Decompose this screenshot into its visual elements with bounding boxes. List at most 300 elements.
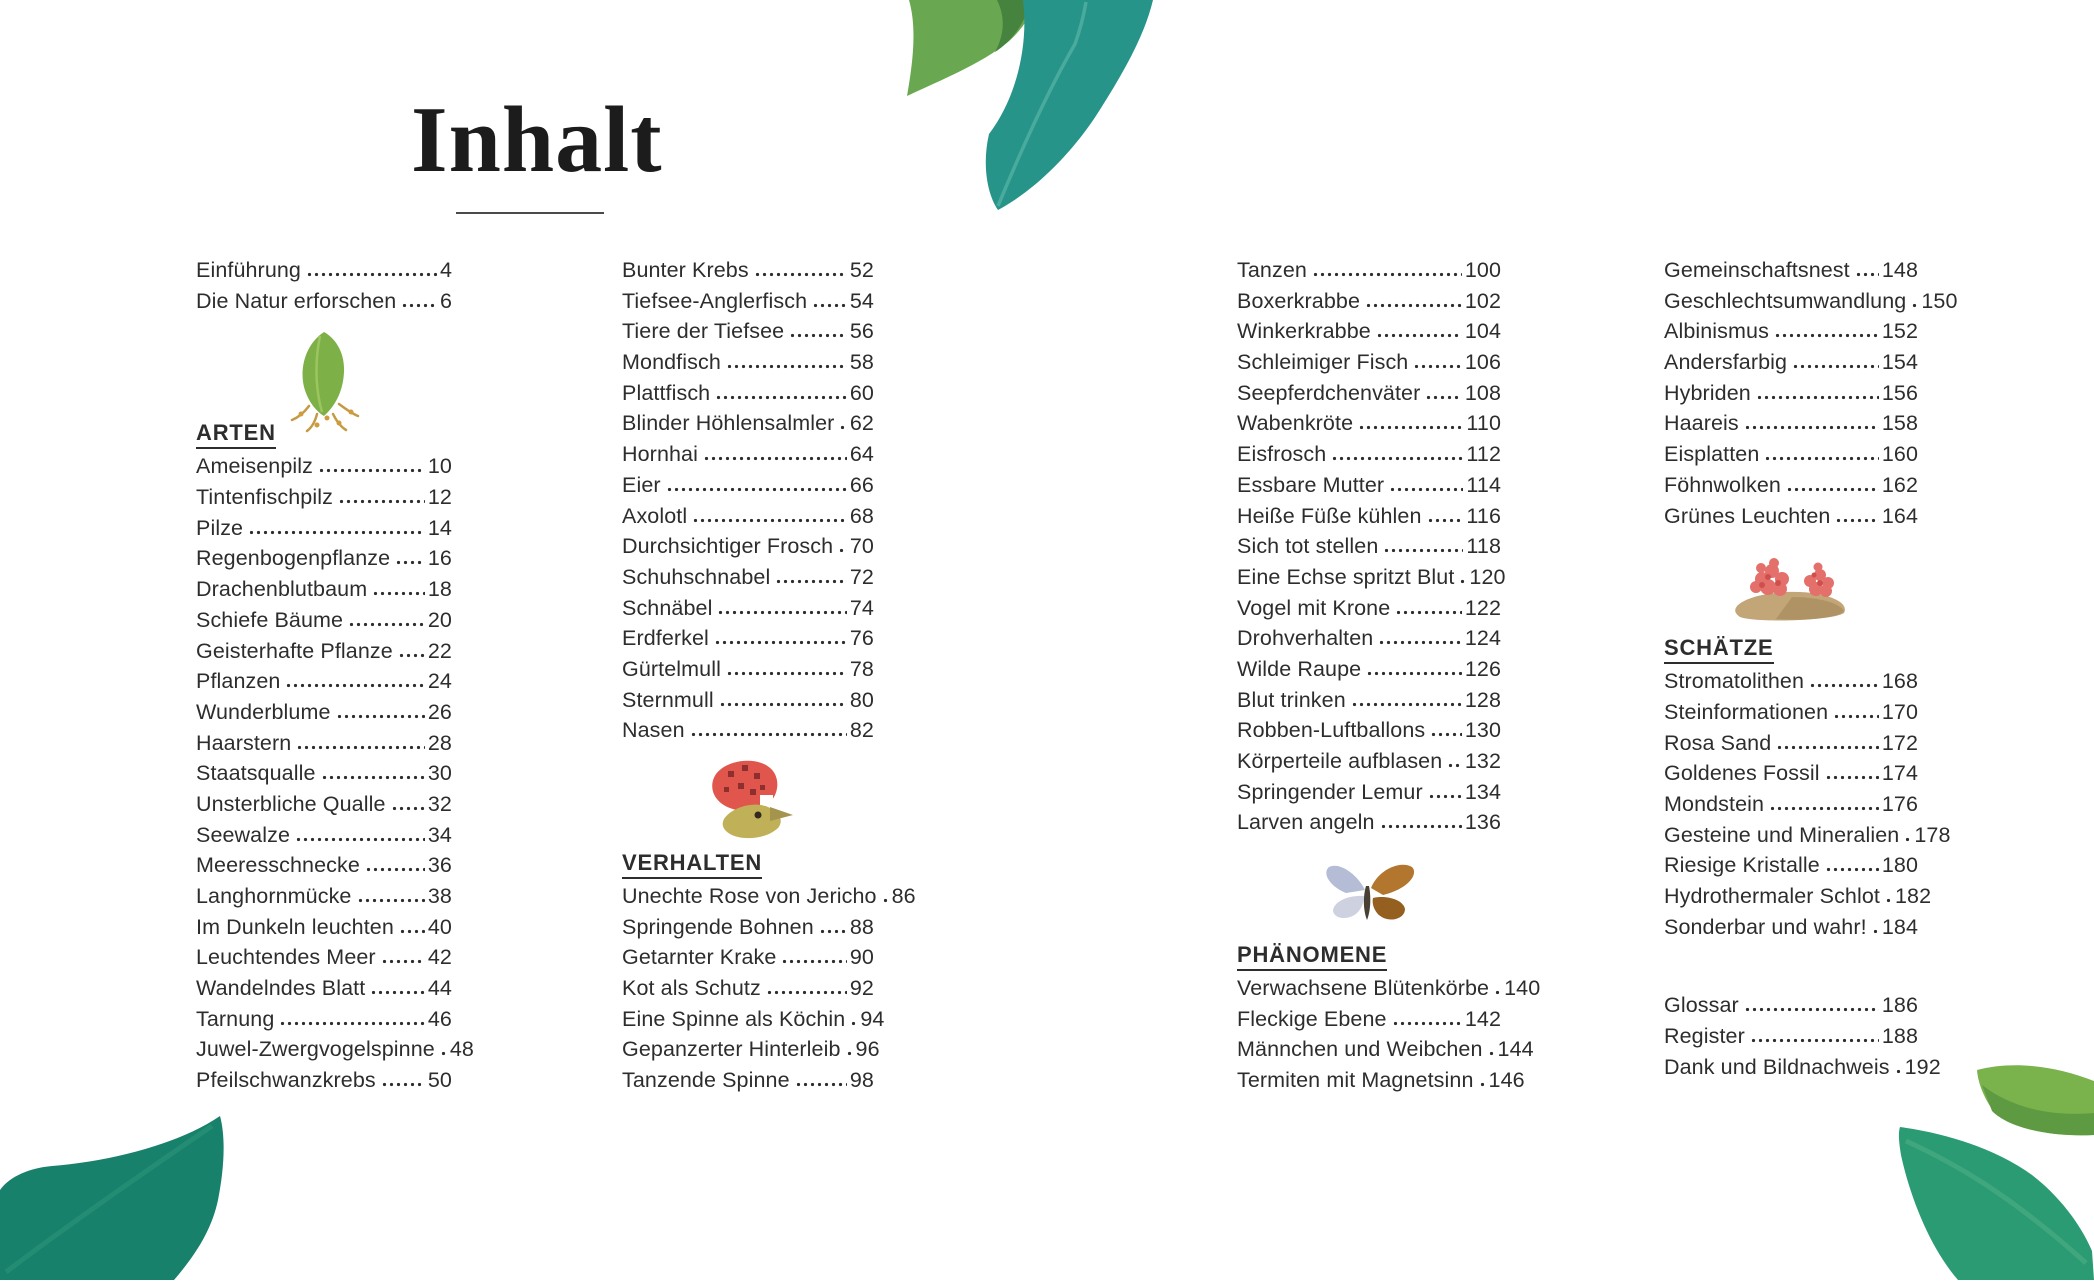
toc-entry-page: 38: [427, 884, 452, 908]
dot-leader: [1777, 745, 1879, 750]
toc-entry-label: Gemeinschaftsnest: [1664, 258, 1850, 282]
dot-leader: [339, 499, 425, 504]
dot-leader: [349, 622, 425, 627]
toc-entry: [1237, 596, 1501, 627]
toc-entry-page: 46: [427, 1006, 452, 1031]
toc-entry-label: Goldenes Fossil: [1664, 761, 1820, 786]
dot-leader: [296, 837, 425, 842]
toc-entry: [622, 258, 874, 289]
toc-entry: [1664, 1054, 1941, 1086]
toc-entry-label: Körperteile aufblasen: [1237, 749, 1443, 773]
toc-entry: [1237, 626, 1501, 657]
dot-leader: [1393, 1021, 1462, 1026]
toc-entry: [1237, 1037, 1534, 1068]
toc-entry: [1237, 381, 1501, 412]
toc-entry-label: Sternmull: [622, 687, 714, 712]
toc-entry-page: 96: [855, 1037, 880, 1062]
toc-entry-page: 98: [849, 1068, 874, 1093]
toc-entry-page: 4: [439, 258, 452, 282]
dot-leader: [782, 959, 846, 964]
dot-leader: [1834, 714, 1879, 719]
toc-entry-page: 148: [1881, 258, 1918, 282]
toc-entry: [196, 546, 452, 577]
toc-entry-label: Drachenblutbaum: [196, 577, 368, 602]
toc-entry-label: Sich tot stellen: [1237, 534, 1379, 559]
toc-entry-label: Gürtelmull: [622, 656, 721, 681]
spacer: [1664, 945, 1918, 993]
toc-entry: [196, 1037, 474, 1068]
toc-entry-page: 132: [1464, 749, 1501, 773]
toc-entry-label: Eine Echse spritzt Blut: [1237, 564, 1455, 589]
toc-entry: [1664, 731, 1918, 762]
dot-leader: [1384, 548, 1463, 553]
toc-entry: [622, 350, 874, 381]
toc-entry-label: Register: [1664, 1024, 1745, 1049]
toc-entry-label: Wunderblume: [196, 699, 331, 724]
toc-entry-page: 82: [849, 718, 874, 743]
toc-entry: [622, 289, 874, 320]
toc-entry-page: 184: [1881, 914, 1918, 939]
toc-entry: [1664, 381, 1918, 412]
toc-entry-label: Vogel mit Krone: [1237, 595, 1391, 620]
toc-entry: [622, 657, 874, 688]
toc-entry-label: Hybriden: [1664, 380, 1751, 405]
toc-entry-label: Mondstein: [1664, 791, 1765, 816]
toc-entry-label: Haareis: [1664, 411, 1739, 436]
toc-entry-page: 52: [849, 258, 874, 282]
toc-entry-page: 92: [849, 976, 874, 1001]
toc-entry: [1237, 534, 1501, 565]
dot-leader: [322, 775, 425, 780]
toc-entry: [622, 473, 874, 504]
toc-entry-label: Gepanzerter Hinterleib: [622, 1037, 841, 1062]
toc-entry-label: Heiße Füße kühlen: [1237, 503, 1422, 528]
dot-leader: [1379, 640, 1461, 645]
toc-entry-page: 124: [1464, 626, 1501, 651]
toc-entry-label: Grünes Leuchten: [1664, 503, 1831, 528]
toc-entry-label: Riesige Kristalle: [1664, 853, 1820, 878]
toc-entry: [622, 945, 874, 976]
toc-entry: [1664, 792, 1918, 823]
dot-leader: [373, 591, 425, 596]
toc-entry: [1237, 749, 1501, 780]
toc-entry-page: 140: [1504, 976, 1541, 1001]
toc-entry-label: Getarnter Krake: [622, 945, 777, 970]
toc-entry-page: 50: [427, 1068, 452, 1093]
toc-entry: [1237, 442, 1501, 473]
toc-entry-page: 182: [1895, 884, 1932, 908]
toc-entry-page: 36: [427, 853, 452, 878]
toc-entry: [622, 688, 874, 719]
toc-entry-label: Blut trinken: [1237, 687, 1346, 712]
dot-leader: [1826, 867, 1879, 872]
toc-entry-page: 134: [1464, 779, 1501, 804]
toc-entry: [622, 319, 874, 350]
dot-leader: [1426, 395, 1461, 400]
toc-entry-page: 180: [1881, 853, 1918, 878]
toc-entry-label: Fleckige Ebene: [1237, 1006, 1387, 1031]
toc-entry-page: 56: [849, 319, 874, 344]
dot-leader: [400, 929, 425, 934]
toc-entry-label: Die Natur erforschen: [196, 288, 397, 313]
toc-entry-page: 58: [849, 350, 874, 375]
toc-entry-page: 20: [427, 607, 452, 632]
toc-entry-label: Bunter Krebs: [622, 258, 749, 282]
toc-entry: [1664, 350, 1918, 381]
bottom-left-leaf-decoration: [0, 1110, 310, 1285]
toc-entry-page: 128: [1464, 687, 1501, 712]
toc-entry-page: 126: [1464, 656, 1501, 681]
toc-entry-label: Staatsqualle: [196, 761, 316, 786]
toc-entry: [622, 442, 874, 473]
toc-entry-page: 156: [1881, 380, 1918, 405]
toc-entry-label: Seepferdchenväter: [1237, 380, 1421, 405]
toc-entry-label: Albinismus: [1664, 319, 1769, 344]
toc-entry-label: Stromatolithen: [1664, 669, 1805, 694]
toc-entry-page: 10: [427, 454, 452, 479]
dot-leader: [1745, 1007, 1879, 1012]
toc-entry-label: Essbare Mutter: [1237, 472, 1385, 497]
toc-entry-page: 18: [427, 577, 452, 602]
toc-entry-label: Axolotl: [622, 503, 688, 528]
dot-leader: [1856, 272, 1879, 277]
toc-entry-label: Langhornmücke: [196, 884, 352, 908]
toc-entry-label: Gesteine und Mineralien: [1664, 822, 1900, 847]
toc-entry-label: Winkerkrabbe: [1237, 319, 1371, 344]
toc-entry: [1664, 319, 1918, 350]
toc-entry-page: 160: [1881, 442, 1918, 467]
dot-leader: [441, 1051, 447, 1056]
toc-entry-page: 144: [1497, 1037, 1534, 1062]
toc-entry-page: 164: [1881, 503, 1918, 528]
toc-entry-label: Tarnung: [196, 1006, 275, 1031]
dot-leader: [1480, 1082, 1486, 1087]
dot-leader: [851, 1021, 857, 1026]
toc-entry: [196, 1068, 452, 1099]
toc-entry-label: Rosa Sand: [1664, 730, 1772, 755]
toc-entry-page: 72: [849, 564, 874, 589]
toc-entry: [196, 976, 452, 1007]
toc-entry-label: Mondfisch: [622, 350, 721, 375]
toc-entry-label: Durchsichtiger Frosch: [622, 534, 834, 559]
toc-entry: [622, 976, 874, 1007]
toc-entry: [1664, 822, 1951, 854]
section-heading-label: ARTEN: [196, 420, 276, 449]
toc-entry: [1664, 411, 1918, 442]
toc-entry-page: 90: [849, 945, 874, 970]
dot-leader: [1366, 303, 1462, 308]
toc-entry-page: 48: [449, 1037, 474, 1062]
toc-entry-label: Geisterhafte Pflanze: [196, 638, 393, 663]
toc-entry-page: 178: [1914, 822, 1951, 847]
toc-entry: [1237, 473, 1501, 504]
toc-entry-page: 114: [1466, 472, 1501, 497]
dot-leader: [1886, 898, 1892, 903]
dot-leader: [767, 990, 847, 995]
toc-entry-label: Pilze: [196, 515, 244, 540]
toc-entry-label: Glossar: [1664, 993, 1739, 1018]
dot-leader: [1428, 518, 1464, 523]
toc-entry: [622, 411, 874, 442]
toc-entry-label: Juwel-Zwergvogelspinne: [196, 1037, 435, 1062]
dot-leader: [840, 425, 846, 430]
toc-entry: [1237, 319, 1501, 350]
dot-leader: [382, 1082, 425, 1087]
title-underline: [456, 212, 604, 214]
top-leaves-decoration: [905, 0, 1175, 217]
dot-leader: [371, 990, 425, 995]
toc-entry-label: Föhnwolken: [1664, 472, 1781, 497]
dot-leader: [1912, 303, 1918, 308]
dot-leader: [249, 530, 425, 535]
toc-entry: [622, 915, 874, 946]
toc-entry-label: Hydrothermaler Schlot: [1664, 884, 1880, 908]
toc-entry: [622, 626, 874, 657]
toc-entry-page: 112: [1466, 442, 1501, 467]
toc-entry: [1237, 289, 1501, 320]
toc-entry-page: 94: [860, 1006, 885, 1031]
toc-entry-page: 24: [427, 669, 452, 694]
toc-entry-page: 32: [427, 791, 452, 816]
toc-entry-page: 188: [1881, 1024, 1918, 1049]
toc-entry: [1237, 504, 1501, 535]
toc-entry-label: Dank und Bildnachweis: [1664, 1054, 1890, 1079]
dot-leader: [1414, 364, 1461, 369]
dot-leader: [776, 579, 847, 584]
toc-entry-label: Blinder Höhlensalmler: [622, 411, 835, 436]
dot-leader: [1896, 1069, 1902, 1074]
toc-entry-label: Schleimiger Fisch: [1237, 350, 1409, 375]
toc-entry: [196, 884, 452, 915]
toc-entry-page: 142: [1464, 1006, 1501, 1031]
toc-entry: [196, 608, 452, 639]
toc-entry-page: 106: [1464, 350, 1501, 375]
leaf-icon: [905, 0, 1175, 212]
dot-leader: [1377, 333, 1462, 338]
toc-entry-label: Schuhschnabel: [622, 564, 771, 589]
toc-entry-page: 110: [1466, 411, 1501, 436]
toc-entry: [1237, 810, 1501, 841]
dot-leader: [704, 456, 847, 461]
dot-leader: [1460, 579, 1466, 584]
toc-entry: [1664, 473, 1918, 504]
dot-leader: [1775, 333, 1879, 338]
toc-entry: [196, 915, 452, 946]
section-heading-arten: [196, 420, 452, 446]
toc-entry-page: 100: [1464, 258, 1501, 282]
toc-entry-page: 62: [849, 411, 874, 436]
toc-entry: [196, 485, 452, 516]
toc-entry-label: Im Dunkeln leuchten: [196, 914, 394, 939]
toc-entry-page: 172: [1881, 730, 1918, 755]
dot-leader: [727, 364, 847, 369]
toc-entry-page: 60: [849, 380, 874, 405]
toc-entry-label: Geschlechtsumwandlung: [1664, 288, 1907, 313]
dot-leader: [727, 671, 847, 676]
dot-leader: [847, 1051, 853, 1056]
toc-entry-label: Steinformationen: [1664, 699, 1829, 724]
toc-entry: [622, 718, 874, 749]
toc-entry-page: 152: [1881, 319, 1918, 344]
toc-entry-label: Leuchtendes Meer: [196, 945, 376, 970]
toc-entry-label: Haarstern: [196, 730, 292, 755]
dot-leader: [720, 702, 847, 707]
toc-entry: [1237, 411, 1501, 442]
toc-column-4: [1664, 258, 1958, 1085]
toc-entry: [1237, 1068, 1525, 1099]
dot-leader: [1745, 425, 1879, 430]
dot-leader: [319, 468, 425, 473]
dot-leader: [755, 272, 847, 277]
toc-entry: [196, 823, 452, 854]
toc-entry-page: 186: [1881, 993, 1918, 1018]
toc-entry-label: Schiefe Bäume: [196, 607, 344, 632]
toc-entry: [196, 731, 452, 762]
toc-entry: [1237, 350, 1501, 381]
toc-entry-label: Springender Lemur: [1237, 779, 1423, 804]
dot-leader: [691, 732, 847, 737]
toc-entry: [196, 761, 452, 792]
toc-entry-label: Larven angeln: [1237, 810, 1375, 835]
toc-entry: [196, 669, 452, 700]
toc-entry-page: 104: [1464, 319, 1501, 344]
toc-entry-page: 158: [1881, 411, 1918, 436]
toc-entry: [1664, 993, 1918, 1024]
toc-entry-label: Verwachsene Blütenkörbe: [1237, 976, 1490, 1001]
toc-entry: [196, 853, 452, 884]
toc-entry: [196, 289, 452, 320]
toc-entry: [1237, 688, 1501, 719]
toc-entry-page: 130: [1464, 718, 1501, 743]
toc-entry-page: 16: [427, 546, 452, 571]
coral-on-rock-illustration: [1664, 534, 1918, 629]
toc-entry-page: 162: [1881, 472, 1918, 497]
dot-leader: [396, 560, 425, 565]
toc-entry: [1237, 657, 1501, 688]
toc-entry-page: 76: [849, 626, 874, 651]
toc-entry-page: 22: [427, 638, 452, 663]
toc-entry-page: 122: [1464, 595, 1501, 620]
dot-leader: [297, 745, 425, 750]
toc-entry-label: Boxerkrabbe: [1237, 288, 1361, 313]
toc-entry-page: 86: [891, 884, 916, 908]
dot-leader: [1765, 456, 1878, 461]
toc-entry-page: 118: [1466, 534, 1501, 559]
toc-entry-label: Nasen: [622, 718, 685, 743]
toc-entry-page: 30: [427, 761, 452, 786]
dot-leader: [718, 610, 846, 615]
dot-leader: [1431, 732, 1462, 737]
toc-entry-page: 34: [427, 822, 452, 847]
toc-entry-page: 12: [427, 485, 452, 510]
toc-column-2: [622, 258, 916, 1099]
toc-entry-label: Eier: [622, 472, 661, 497]
toc-entry: [1664, 669, 1918, 700]
toc-entry: [622, 884, 916, 915]
dot-leader: [1873, 929, 1879, 934]
toc-entry-label: Tanzen: [1237, 258, 1307, 282]
dot-leader: [382, 959, 425, 964]
toc-entry-page: 78: [849, 656, 874, 681]
toc-entry-label: Tanzende Spinne: [622, 1068, 790, 1093]
section-heading-label: VERHALTEN: [622, 850, 762, 879]
dot-leader: [1359, 425, 1463, 430]
toc-entry-label: Regenbogenpflanze: [196, 546, 391, 571]
toc-entry: [1664, 258, 1918, 289]
toc-entry-page: 42: [427, 945, 452, 970]
toc-entry-page: 154: [1881, 350, 1918, 375]
toc-entry: [1237, 1007, 1501, 1038]
toc-entry-page: 6: [439, 288, 452, 313]
toc-entry-label: Wabenkröte: [1237, 411, 1354, 436]
toc-entry-label: Wilde Raupe: [1237, 656, 1362, 681]
toc-entry: [1664, 442, 1918, 473]
toc-entry-label: Seewalze: [196, 822, 291, 847]
dot-leader: [883, 898, 889, 903]
walking-leaf-insect-illustration: [196, 319, 452, 414]
section-heading-verhalten: [622, 850, 874, 876]
toc-entry-label: Eisplatten: [1664, 442, 1760, 467]
dot-leader: [1787, 487, 1879, 492]
toc-entry: [1664, 884, 1932, 915]
dot-leader: [716, 395, 847, 400]
dot-leader: [1390, 487, 1463, 492]
dot-leader: [366, 867, 425, 872]
toc-entry-label: Andersfarbig: [1664, 350, 1788, 375]
dot-leader: [1826, 775, 1879, 780]
dot-leader: [667, 487, 847, 492]
toc-entry-page: 88: [849, 914, 874, 939]
dot-leader: [1313, 272, 1462, 277]
toc-entry-label: Unechte Rose von Jericho: [622, 884, 877, 908]
dot-leader: [1770, 806, 1879, 811]
toc-entry-page: 168: [1881, 669, 1918, 694]
dot-leader: [1429, 794, 1462, 799]
coral-icon: [1728, 553, 1854, 623]
toc-entry-label: Sonderbar und wahr!: [1664, 914, 1867, 939]
toc-entry-label: Plattfisch: [622, 380, 711, 405]
toc-entry: [1664, 1024, 1918, 1055]
toc-entry-label: Drohverhalten: [1237, 626, 1374, 651]
toc-entry-page: 116: [1466, 503, 1501, 528]
dot-leader: [307, 272, 437, 277]
dot-leader: [693, 518, 847, 523]
dot-leader: [358, 898, 425, 903]
toc-entry: [1664, 288, 1958, 320]
dot-leader: [1810, 683, 1879, 688]
toc-entry-label: Springende Bohnen: [622, 914, 814, 939]
dot-leader: [1793, 364, 1879, 369]
butterfly-icon: [1320, 862, 1418, 926]
toc-entry-page: 64: [849, 442, 874, 467]
toc-entry-page: 176: [1881, 791, 1918, 816]
toc-entry-page: 80: [849, 687, 874, 712]
toc-entry-label: Meeresschnecke: [196, 853, 360, 878]
toc-entry-label: Wandelndes Blatt: [196, 976, 366, 1001]
page-title: Inhalt: [411, 88, 663, 192]
toc-entry-page: 28: [427, 730, 452, 755]
toc-entry: [622, 596, 874, 627]
toc-entry: [1237, 718, 1501, 749]
toc-entry-label: Robben-Luftballons: [1237, 718, 1426, 743]
toc-entry: [622, 381, 874, 412]
toc-entry: [1237, 780, 1501, 811]
dot-leader: [1836, 518, 1878, 523]
toc-entry: [196, 577, 452, 608]
toc-entry-label: Schnäbel: [622, 595, 713, 620]
toc-entry-page: 54: [849, 288, 874, 313]
dot-leader: [399, 653, 425, 658]
